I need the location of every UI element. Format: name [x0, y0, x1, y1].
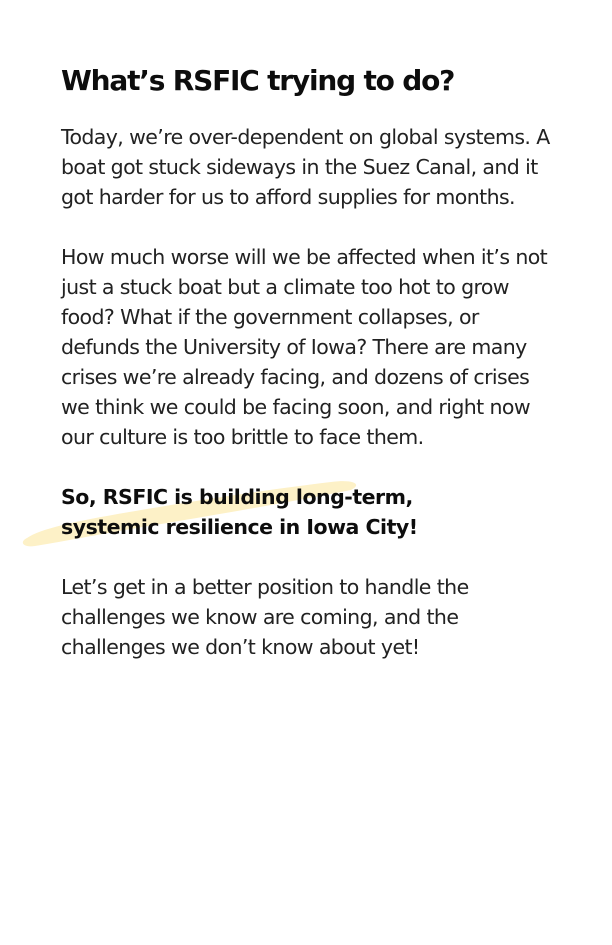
- text-line: food? What if the government collapses, or: [61, 305, 479, 329]
- intro-paragraph: [61, 122, 561, 212]
- closing-paragraph: [61, 572, 561, 662]
- page-title: What’s RSFIC trying to do?: [61, 64, 455, 97]
- text-line: Today, we’re over-dependent on global systems. A: [61, 125, 550, 149]
- text-line: we think we could be facing soon, and right now: [61, 395, 530, 419]
- text-line: Let’s get in a better position to handle the: [61, 575, 469, 599]
- text-line: challenges we don’t know about yet!: [61, 635, 420, 659]
- text-line: boat got stuck sideways in the Suez Canal, and it: [61, 155, 538, 179]
- text-line: got harder for us to afford supplies for months.: [61, 185, 515, 209]
- text-line: defunds the University of Iowa? There are many: [61, 335, 527, 359]
- highlight-line: So, RSFIC is building long-term,: [61, 485, 413, 509]
- text-line: challenges we know are coming, and the: [61, 605, 459, 629]
- text-line: just a stuck boat but a climate too hot to grow: [61, 275, 509, 299]
- crises-paragraph: [61, 242, 561, 452]
- document-page: [61, 62, 561, 662]
- text-line: crises we’re already facing, and dozens of crises: [61, 365, 530, 389]
- highlight-line: systemic resilience in Iowa City!: [61, 515, 418, 539]
- text-line: How much worse will we be affected when it’s not: [61, 245, 548, 269]
- highlighted-statement: [61, 482, 561, 542]
- text-line: our culture is too brittle to face them.: [61, 425, 424, 449]
